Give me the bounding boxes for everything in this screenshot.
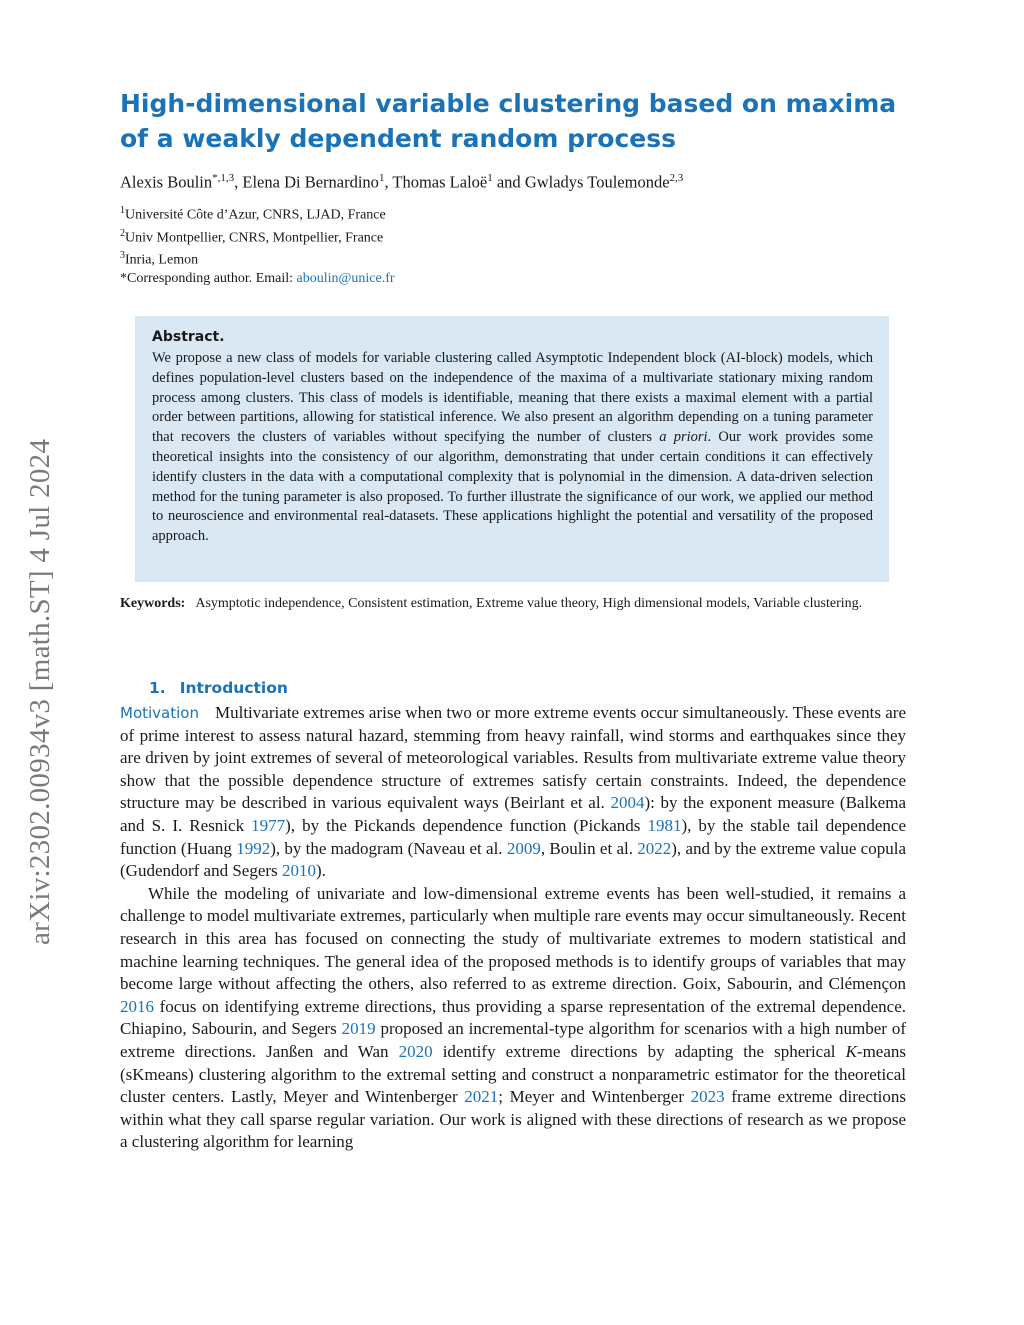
abstract-text-part: . Our work provides some theoretical insights into the consistency of our algorithm, demonstrating that under certain conditions it can effectively identify clusters in the data with a computational complexity that is polynomial in the dimension. A data-driven selection method for the tuning parameter is also proposed. To further illustrate the significance of our work, we applied our method to neuroscience and environmental real-datasets. These applications highlight the potential and versatility of the proposed approach. [152, 429, 874, 545]
abstract-emphasis: a priori [659, 429, 708, 446]
affiliation [120, 202, 920, 225]
arxiv-identifier: arXiv:2302.00934v3 [math.ST] 4 Jul 2024 [24, 438, 56, 945]
abstract-heading: Abstract. [152, 329, 225, 345]
text-run: identify extreme directions by adapting the spherical [432, 1041, 846, 1061]
citation-link[interactable]: 2019 [341, 1019, 376, 1039]
affiliation [120, 247, 920, 270]
abstract-text [152, 349, 873, 547]
affiliation-text: Univ Montpellier, CNRS, Montpellier, France [125, 230, 384, 246]
paper-title: High-dimensional variable clustering based on maxima of a weakly dependent random process [120, 89, 897, 153]
text-run: While the modeling of univariate and low-dimensional extreme events has been well-studied, it remains a challenge to model multivariate extremes, particularly when multiple rare events may occur simultaneously. Recent research in this area has focused on connecting the study of multivariate extremes to modern statistical and machine learning techniques. The general idea of the proposed methods is to identify groups of variables that may become large without affecting the others, also referred to as extreme direction. Goix, Sabourin, and Clémençon [120, 883, 906, 994]
citation-link[interactable]: 2016 [120, 996, 154, 1016]
section-heading [149, 679, 288, 697]
math-symbol: K [845, 1041, 857, 1061]
text-run: ), by the Pickands dependence function (Pickands [285, 815, 648, 835]
author-list [120, 172, 920, 193]
affiliation [120, 225, 920, 248]
text-run: , Boulin et al. [540, 838, 638, 858]
citation-link[interactable]: 2010 [281, 861, 316, 881]
section-number: 1. [149, 679, 166, 697]
text-run: Multivariate extremes arise when two or more extreme events occur simultaneously. These events are of prime interest to assess natural hazard, stemming from heavy rainfall, wind storms and earthquakes since they are driven by joint extremes of several of meteorological variables. Results from multivariate extreme value theory show that the possible dependence structure of extremes satisfy certain constraints. Indeed, the dependence structure may be described in various equivalent ways (Beirlant et al. [120, 703, 906, 813]
author-name: Alexis Boulin [120, 172, 213, 192]
author-name: Gwladys Toulemonde [524, 172, 670, 192]
affiliation-sup: 1 [120, 205, 125, 216]
citation-link[interactable]: 2009 [506, 838, 541, 858]
author-affil-sup: 1 [487, 172, 493, 184]
author-affil-sup: *,1,3 [212, 172, 235, 184]
affiliations [120, 202, 920, 288]
text-run: focus on identifying extreme directions, thus providing a sparse representation of the extremal dependence. Chiapino, Sabourin, and Segers [120, 996, 906, 1039]
citation-link[interactable]: 1981 [647, 815, 682, 835]
text-run: ). [315, 861, 326, 881]
text-run: proposed an incremental-type algorithm for scenarios with a high number of extreme directions. Janßen and Wan [120, 1019, 906, 1061]
author-name: Elena Di Bernardino [242, 172, 379, 192]
abstract-box [135, 316, 889, 582]
keywords [120, 595, 906, 613]
author-separator: , [384, 172, 393, 192]
text-run: ), by the stable tail dependence function (Huang [120, 815, 906, 858]
keywords-label: Keywords: [120, 596, 186, 611]
corresponding-author [120, 270, 920, 288]
citation-link[interactable]: 1992 [236, 838, 271, 858]
text-run: ): by the exponent measure (Balkema and S. I. Resnick [120, 793, 906, 835]
text-run: -means (sKmeans) clustering algorithm to the extremal setting and construct a nonparametric estimator for the theoretical cluster centers. Lastly, Meyer and Wintenberger [120, 1041, 906, 1107]
keywords-text: Asymptotic independence, Consistent estimation, Extreme value theory, High dimensional models, Variable clustering. [195, 596, 863, 611]
affiliation-sup: 2 [120, 227, 125, 239]
author-separator: , [234, 172, 243, 192]
paragraph-label: Motivation [120, 704, 199, 722]
text-run: ; Meyer and Wintenberger [498, 1087, 691, 1107]
paragraph [120, 883, 906, 1154]
paragraph [120, 702, 906, 883]
citation-link[interactable]: 2004 [610, 793, 645, 813]
text-run: frame extreme directions within what they call sparse regular variation. Our work is aligned with these directions of research as we propose a clustering algorithm for learning [120, 1087, 907, 1152]
author-separator: and [492, 172, 525, 192]
body-text [120, 702, 906, 1154]
citation-link[interactable]: 2022 [637, 838, 672, 858]
citation-link[interactable]: 1977 [251, 815, 286, 835]
abstract-text-part: We propose a new class of models for variable clustering called Asymptotic Independent block (AI-block) models, which defines population-level clusters based on the independence of the maxima of a multivariate stationary mixing random process among clusters. This class of models is identifiable, meaning that there exists a maximal element with a partial order between partitions, allowing for statistical inference. We also present an algorithm depending on a tuning parameter that recovers the clusters of variables without specifying the number of clusters [152, 350, 873, 446]
affiliation-text: Inria, Lemon [125, 252, 199, 268]
citation-link[interactable]: 2023 [690, 1087, 725, 1107]
author-affil-sup: 1 [378, 172, 385, 184]
citation-link[interactable]: 2021 [464, 1087, 499, 1107]
text-run: ), and by the extreme value copula (Gudendorf and Segers [120, 838, 906, 881]
text-run: ), by the madogram (Naveau et al. [270, 838, 507, 858]
citation-link[interactable]: 2020 [398, 1041, 433, 1061]
affiliation-sup: 3 [120, 250, 125, 262]
section-title: Introduction [179, 679, 288, 697]
affiliation-text: Université Côte d’Azur, CNRS, LJAD, France [125, 207, 386, 223]
email-link[interactable]: aboulin@unice.fr [296, 270, 395, 286]
corresponding-label: *Corresponding author. Email: [120, 270, 294, 286]
author-name: Thomas Laloë [392, 172, 488, 192]
author-affil-sup: 2,3 [669, 172, 684, 184]
